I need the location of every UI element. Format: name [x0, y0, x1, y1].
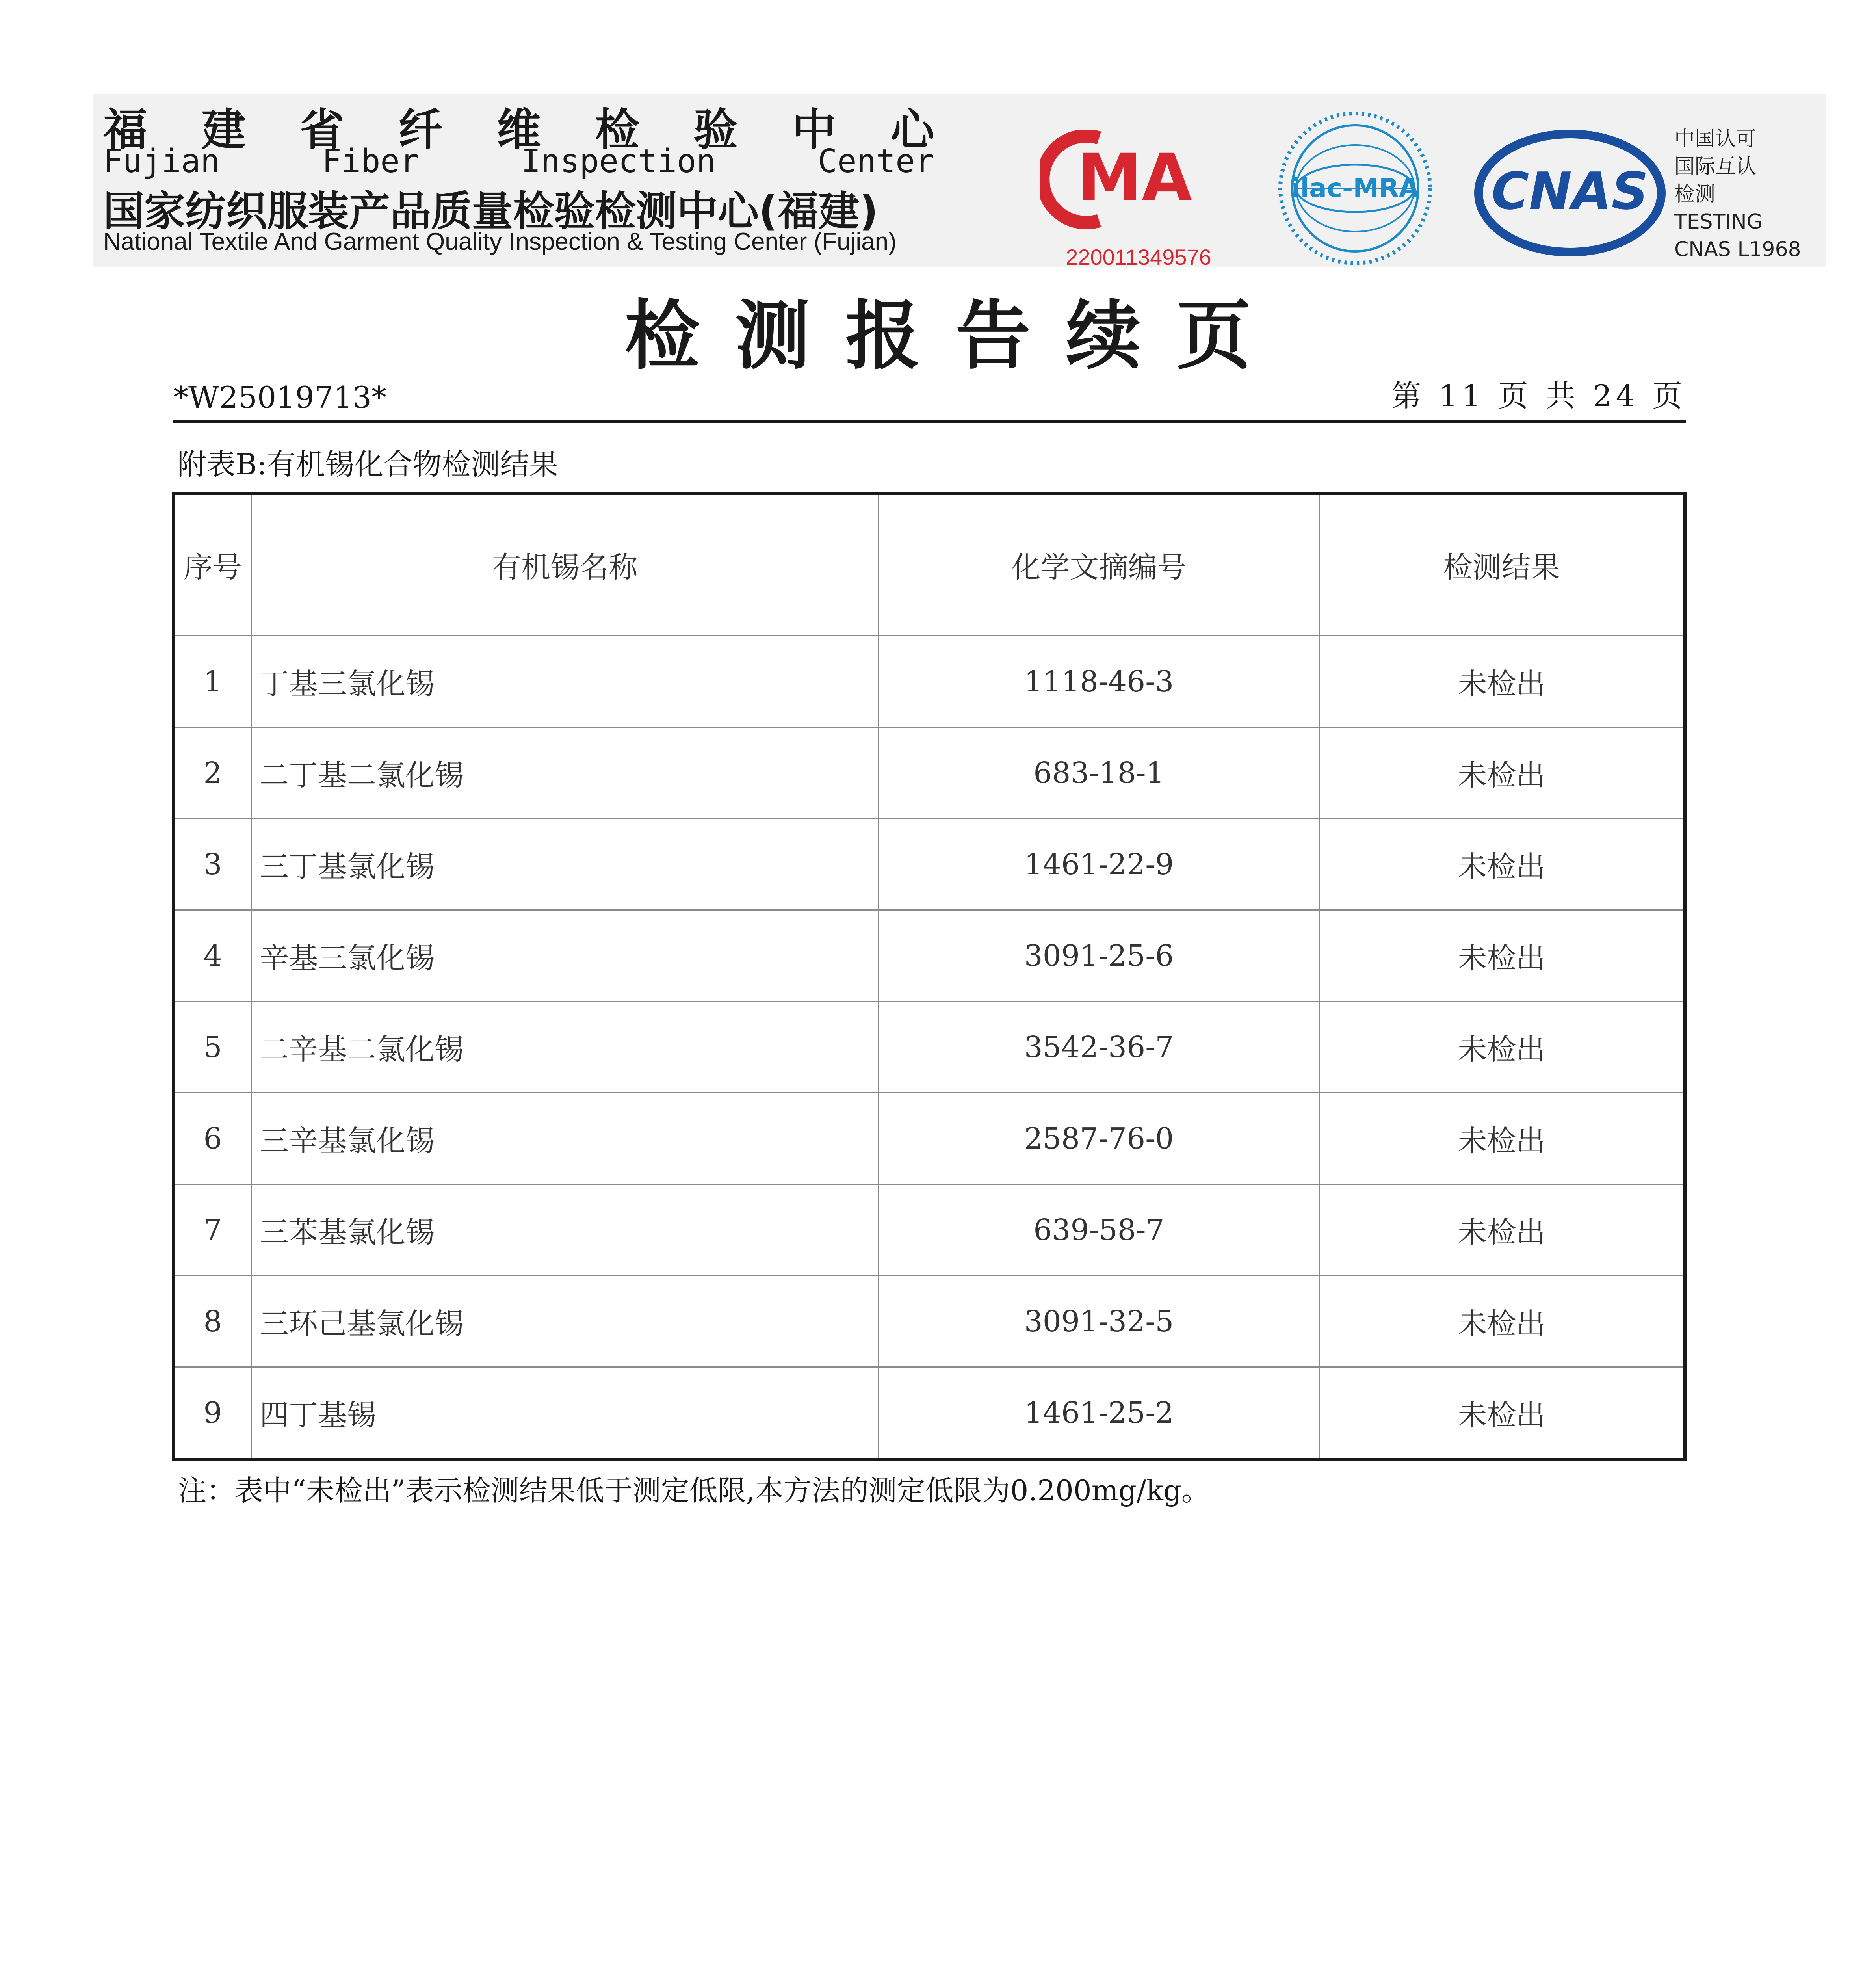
row-name: 丁基三氯化锡: [251, 636, 879, 727]
cma-letters: MA: [1077, 140, 1192, 216]
cma-number: 220011349576: [1066, 245, 1211, 269]
cnas-logo: [1473, 128, 1666, 258]
table-row: [173, 727, 1685, 819]
header-result: 检测结果: [1319, 493, 1685, 636]
cnas-label: CNAS: [1491, 161, 1649, 221]
row-cas: 683-18-1: [879, 727, 1319, 819]
organotin-results-table: [172, 492, 1687, 1461]
row-cas: 2587-76-0: [879, 1093, 1319, 1184]
row-no: 5: [173, 1002, 251, 1093]
row-result: 未检出: [1319, 1367, 1685, 1460]
row-cas: 3091-32-5: [879, 1276, 1319, 1367]
org-char: 省: [300, 104, 344, 156]
org-word: Fujian: [103, 143, 220, 180]
row-result: 未检出: [1319, 1184, 1685, 1276]
row-no: 2: [173, 727, 251, 819]
table-row: [173, 819, 1685, 910]
row-cas: 1461-22-9: [879, 819, 1319, 910]
cnas-line: TESTING: [1674, 210, 1763, 234]
row-cas: 1461-25-2: [879, 1367, 1319, 1460]
org-char: 纤: [398, 104, 443, 156]
row-name: 辛基三氯化锡: [251, 910, 879, 1002]
row-result: 未检出: [1319, 1276, 1685, 1367]
org-word: Center: [817, 143, 934, 180]
row-name: 三丁基氯化锡: [251, 819, 879, 910]
org-name-en: [103, 143, 934, 180]
header-name: 有机锡名称: [251, 493, 879, 636]
org-char: 心: [890, 104, 934, 156]
ilac-label: ilac-MRA: [1291, 173, 1419, 203]
row-cas: 1118-46-3: [879, 636, 1319, 727]
table-row: [173, 1276, 1685, 1367]
table-note: 注：表中“未检出”表示检测结果低于测定低限,本方法的测定低限为0.200mg/kg。: [178, 1474, 1210, 1507]
page-title: 检测报告续页: [624, 292, 1287, 379]
header-seq: 序号: [173, 493, 251, 636]
row-result: 未检出: [1319, 1002, 1685, 1093]
row-name: 三辛基氯化锡: [251, 1093, 879, 1184]
table-caption: 附表B:有机锡化合物检测结果: [177, 448, 559, 481]
table-row: [173, 1184, 1685, 1276]
report-reference-line: [173, 380, 1686, 423]
row-name: 二辛基二氯化锡: [251, 1002, 879, 1093]
page-indicator: 第 11 页 共 24 页: [1391, 378, 1686, 413]
ilac-mra-logo: [1272, 106, 1438, 271]
table-row: [173, 1367, 1685, 1460]
row-cas: 3542-36-7: [879, 1002, 1319, 1093]
row-no: 7: [173, 1184, 251, 1276]
row-name: 四丁基锡: [251, 1367, 879, 1460]
row-result: 未检出: [1319, 819, 1685, 910]
row-name: 二丁基二氯化锡: [251, 727, 879, 819]
row-no: 4: [173, 910, 251, 1002]
row-no: 1: [173, 636, 251, 727]
row-result: 未检出: [1319, 727, 1685, 819]
org-char: 中: [792, 104, 836, 156]
org-char: 建: [201, 104, 246, 156]
row-no: 9: [173, 1367, 251, 1460]
national-center-cn: 国家纺织服装产品质量检验检测中心(福建): [103, 187, 879, 235]
header-cas: 化学文摘编号: [879, 493, 1319, 636]
cnas-line: 检测: [1674, 182, 1716, 206]
row-no: 8: [173, 1276, 251, 1367]
row-cas: 639-58-7: [879, 1184, 1319, 1276]
org-char: 福: [103, 104, 147, 156]
report-number: *W25019713*: [173, 380, 386, 415]
org-char: 验: [693, 104, 738, 156]
row-result: 未检出: [1319, 636, 1685, 727]
cma-logo: [1040, 130, 1229, 229]
cnas-accreditation-text: [1674, 125, 1801, 263]
row-name: 三环己基氯化锡: [251, 1276, 879, 1367]
row-no: 3: [173, 819, 251, 910]
org-word: Inspection: [521, 143, 716, 180]
org-word: Fiber: [322, 143, 420, 180]
row-result: 未检出: [1319, 910, 1685, 1002]
table-header-row: [173, 493, 1685, 636]
row-name: 三苯基氯化锡: [251, 1184, 879, 1276]
cnas-line: 国际互认: [1674, 155, 1757, 178]
table-row: [173, 1002, 1685, 1093]
org-char: 检: [595, 104, 639, 156]
row-result: 未检出: [1319, 1093, 1685, 1184]
table-row: [173, 636, 1685, 727]
national-center-en: National Textile And Garment Quality Inspection & Testing Center (Fujian): [103, 228, 897, 255]
cnas-line: CNAS L1968: [1674, 238, 1801, 261]
row-cas: 3091-25-6: [879, 910, 1319, 1002]
table-row: [173, 1093, 1685, 1184]
org-char: 维: [497, 104, 541, 156]
cnas-line: 中国认可: [1674, 127, 1757, 151]
row-no: 6: [173, 1093, 251, 1184]
table-row: [173, 910, 1685, 1002]
